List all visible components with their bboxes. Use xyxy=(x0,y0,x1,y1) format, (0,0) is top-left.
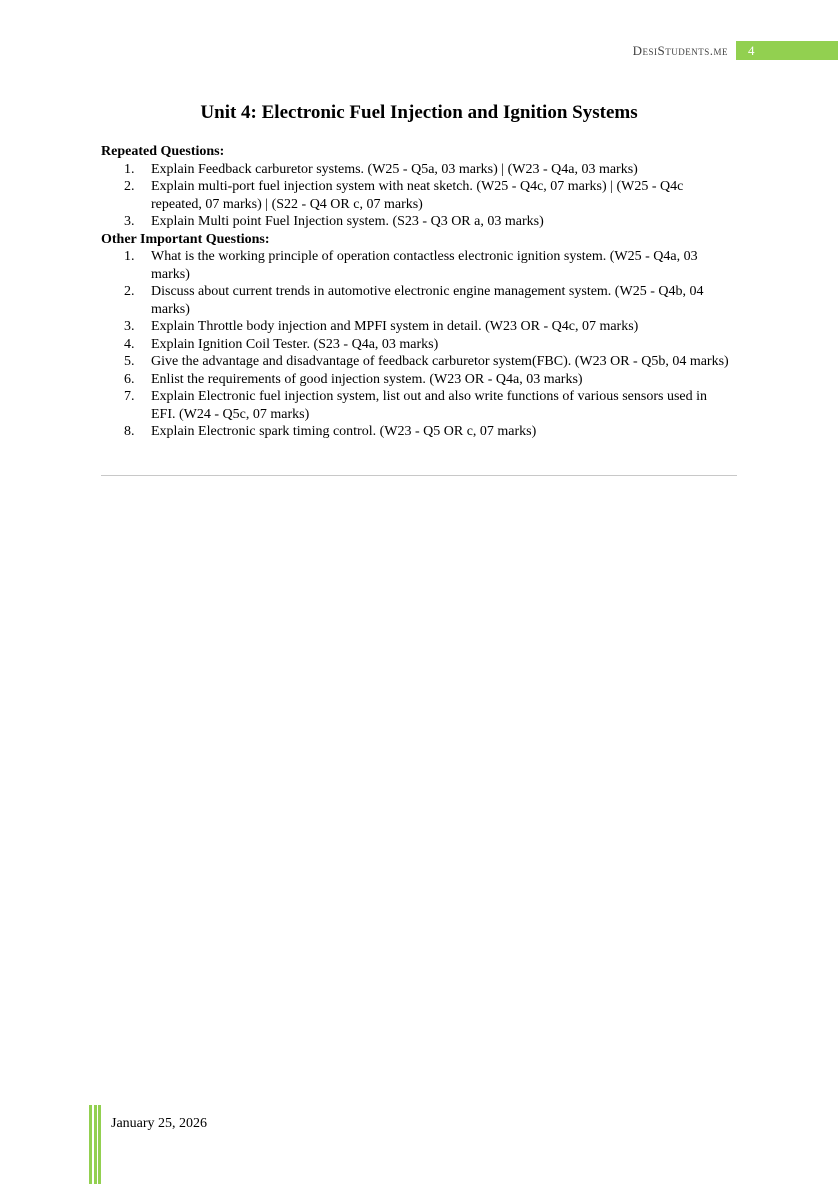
repeated-questions-list xyxy=(101,161,737,231)
list-item xyxy=(101,318,737,336)
page-number-badge: 4 xyxy=(736,41,838,60)
item-number: 4. xyxy=(124,336,135,352)
item-text: Explain Throttle body injection and MPFI system in detail. (W23 OR - Q4c, 07 marks) xyxy=(151,319,639,334)
item-number: 3. xyxy=(124,319,135,334)
item-number: 6. xyxy=(124,371,135,387)
item-text: Explain Multi point Fuel Injection system. (S23 - Q3 OR a, 03 marks) xyxy=(151,214,544,229)
other-questions-list xyxy=(101,248,737,441)
list-item xyxy=(101,423,737,441)
footer-accent-bars xyxy=(89,1105,101,1184)
accent-bar xyxy=(94,1105,97,1184)
list-item xyxy=(101,161,737,179)
item-number: 3. xyxy=(124,214,135,229)
item-number: 7. xyxy=(124,389,135,404)
header-site-name: DesiStudents.me xyxy=(632,43,728,58)
item-number: 2. xyxy=(124,179,135,194)
item-text: Explain Electronic fuel injection system, list out and also write functions of various sensors used in EFI. (W24 - Q5c, 07 marks) xyxy=(151,389,708,422)
item-text: Explain multi-port fuel injection system with neat sketch. (W25 - Q4c, 07 marks) | (W25 - Q4c repeated, 07 marks) | (S22 - Q4 OR c, 07 marks) xyxy=(151,179,684,212)
item-number: 1. xyxy=(124,161,135,177)
item-text: Discuss about current trends in automotive electronic engine management system. (W25 - Q4b, 04 marks) xyxy=(151,284,704,317)
page-title: Unit 4: Electronic Fuel Injection and Ignition Systems xyxy=(200,102,638,123)
list-item xyxy=(101,248,737,283)
item-number: 2. xyxy=(124,284,135,299)
item-text: Give the advantage and disadvantage of feedback carburetor system(FBC). (W23 OR - Q5b, 04 marks) xyxy=(151,354,729,369)
question-content xyxy=(101,143,737,441)
list-item xyxy=(101,353,737,371)
other-questions-heading: Other Important Questions: xyxy=(101,231,270,247)
accent-bar xyxy=(89,1105,92,1184)
list-item xyxy=(101,388,737,423)
list-item xyxy=(101,283,737,318)
footer-date: January 25, 2026 xyxy=(111,1116,208,1131)
item-text: Explain Feedback carburetor systems. (W25 - Q5a, 03 marks) | (W23 - Q4a, 03 marks) xyxy=(151,161,638,177)
repeated-questions-heading: Repeated Questions: xyxy=(101,144,225,159)
item-number: 1. xyxy=(124,249,135,264)
item-text: Enlist the requirements of good injection system. (W23 OR - Q4a, 03 marks) xyxy=(151,371,583,387)
item-text: What is the working principle of operation contactless electronic ignition system. (W25 - Q4a, 03 marks) xyxy=(151,249,698,282)
list-item xyxy=(101,371,737,389)
list-item xyxy=(101,213,737,231)
section-divider xyxy=(101,475,737,476)
accent-bar xyxy=(98,1105,101,1184)
item-number: 5. xyxy=(124,354,135,369)
list-item xyxy=(101,336,737,354)
item-text: Explain Electronic spark timing control. (W23 - Q5 OR c, 07 marks) xyxy=(151,424,537,439)
item-text: Explain Ignition Coil Tester. (S23 - Q4a, 03 marks) xyxy=(151,336,439,352)
list-item xyxy=(101,178,737,213)
item-number: 8. xyxy=(124,424,135,439)
